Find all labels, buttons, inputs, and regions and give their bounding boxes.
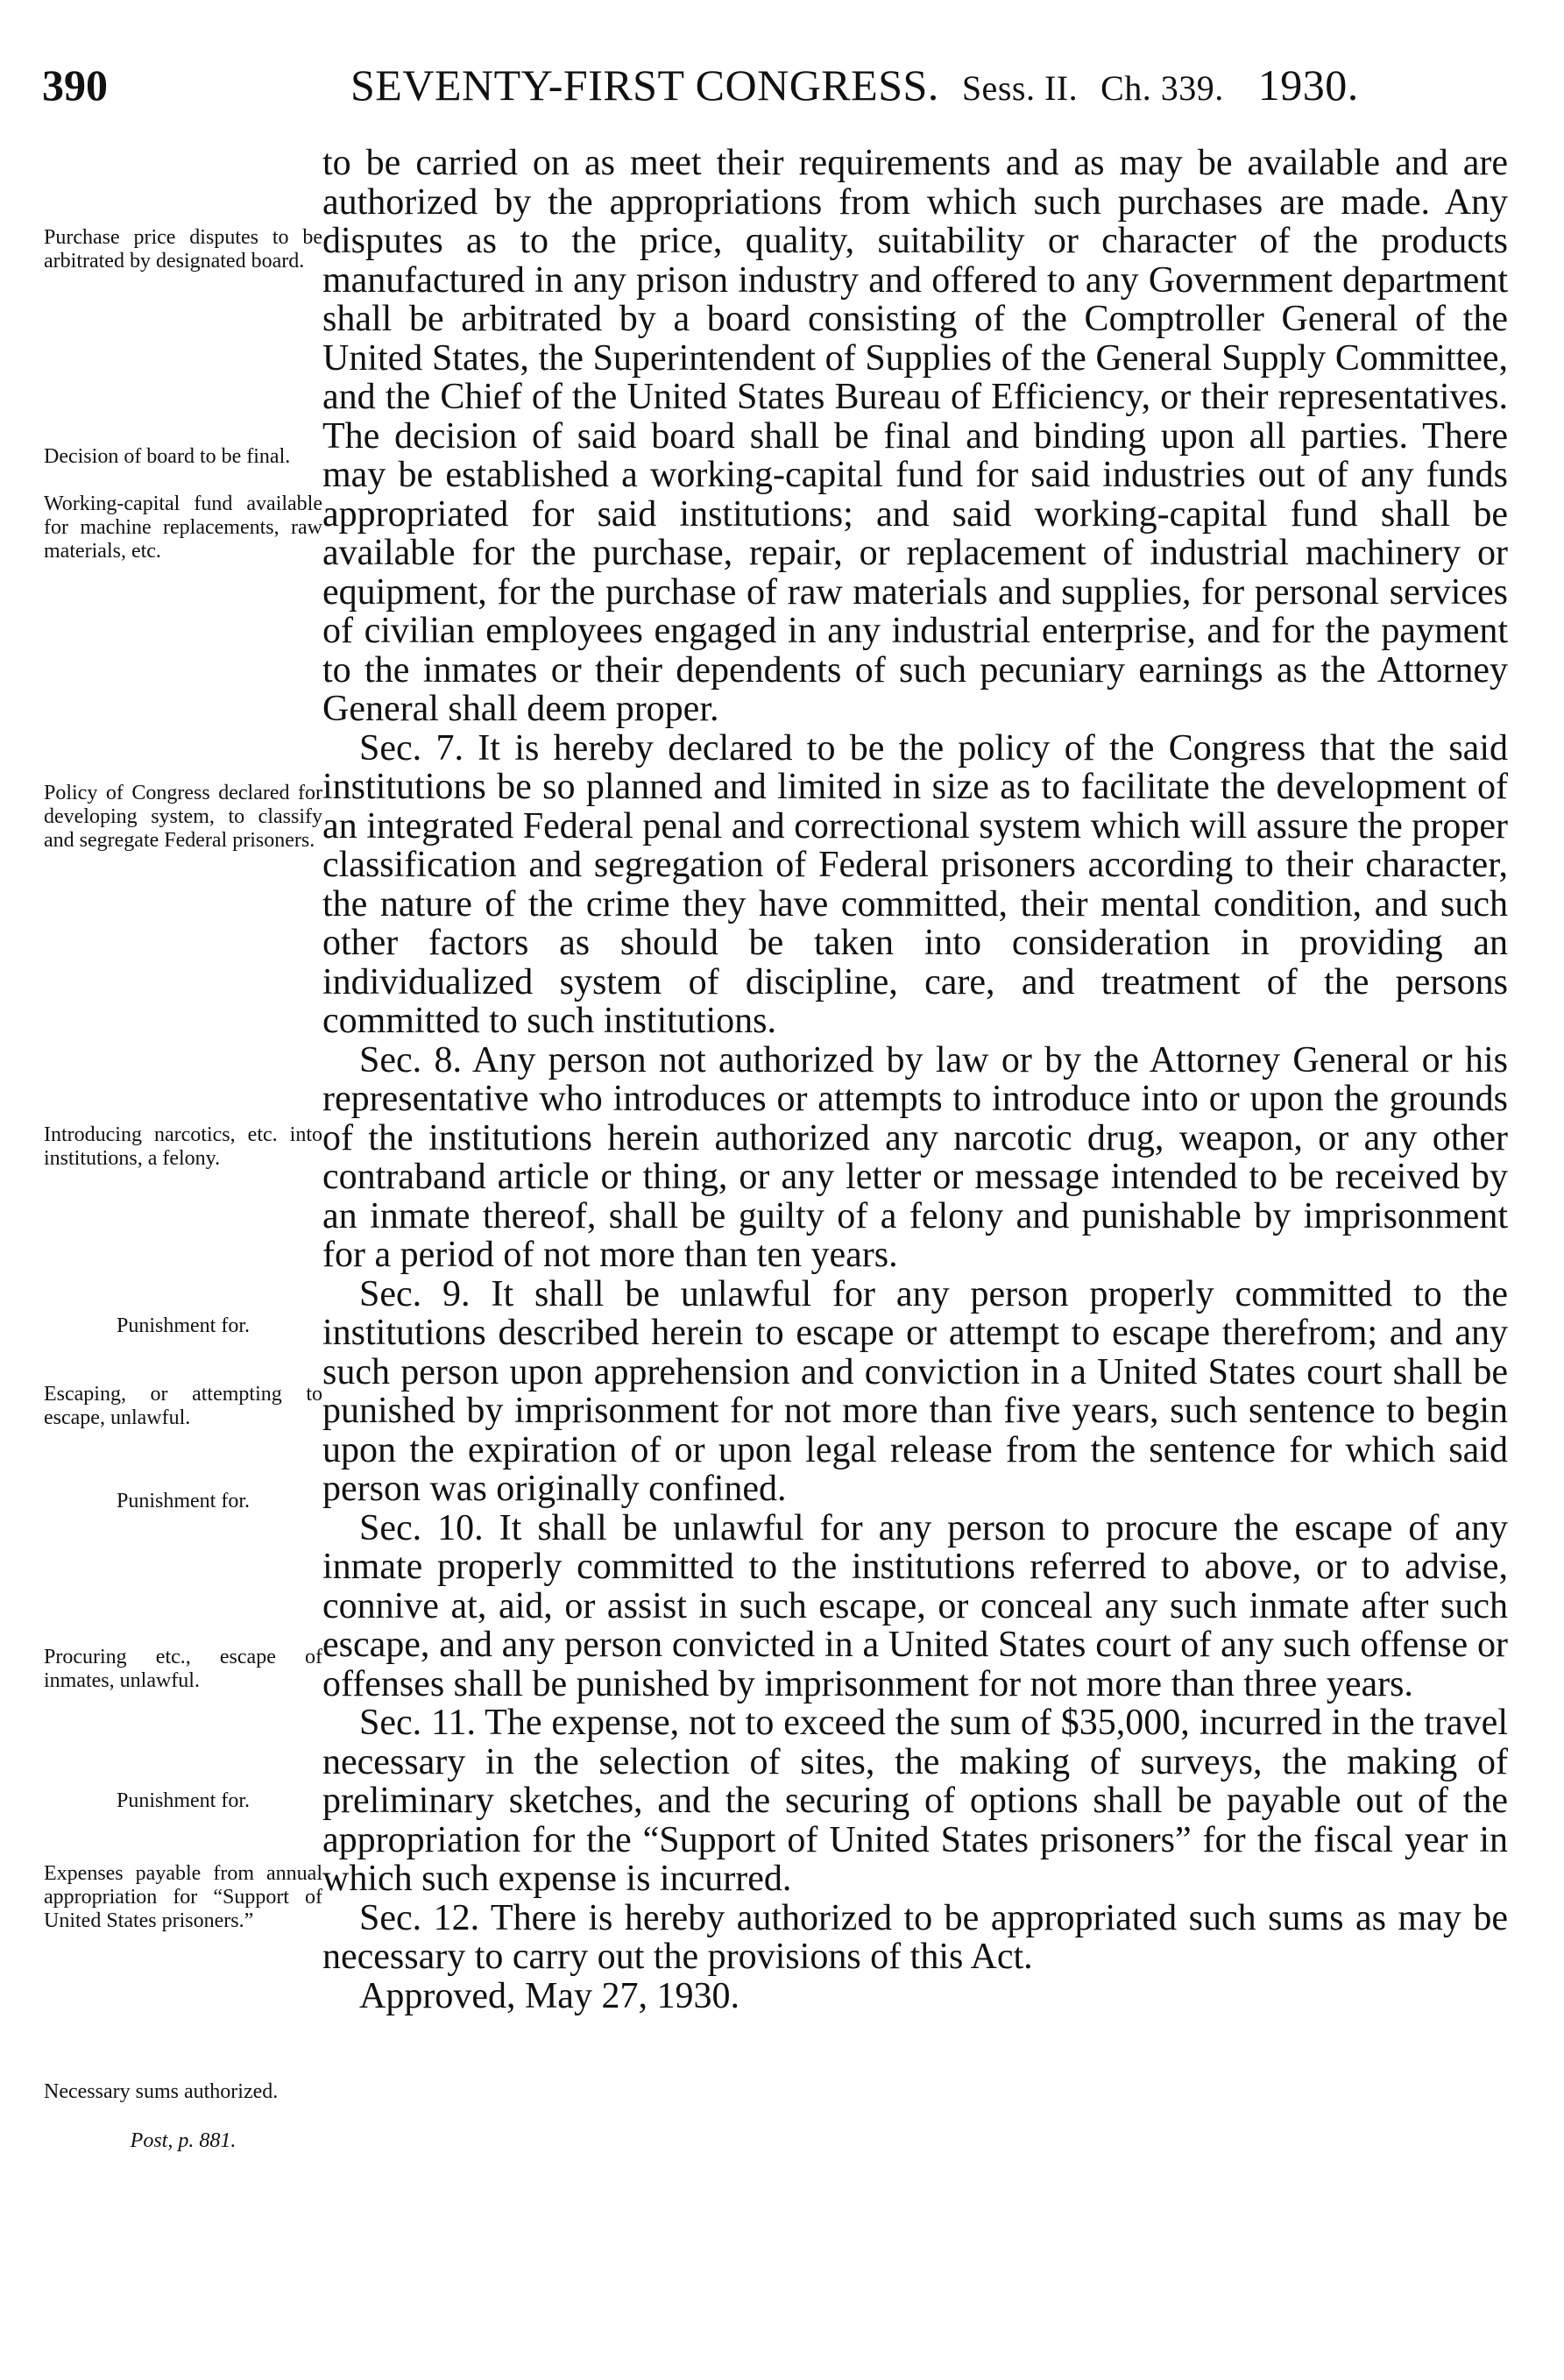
page-header <box>42 54 1488 116</box>
margin-note-procuring: Procuring etc., escape of inmates, unlawful. <box>44 1646 322 1692</box>
paragraph-sec-8: Sec. 8. Any person not authorized by law or by the Attorney General or his representative who introduces or attempts to introduce into or upon the grounds of the institutions herein authorized any narcotic drug, weapon, or any other contraband article or thing, or any letter or message intended to be received by an inmate thereof, shall be guilty of a felony and punishable by imprisonment for a period of not more than ten years. <box>322 1039 1508 1275</box>
paragraph-sec-9: Sec. 9. It shall be unlawful for any person properly committed to the institutions described herein to escape or attempt to escape therefrom; and any such person upon apprehension and conviction in a United States court shall be punished by imprisonment for not more than five years, such sentence to begin upon the expiration of or upon legal release from the sentence for which said person was originally confined. <box>322 1273 1508 1509</box>
margin-note-expenses: Expenses payable from annual appropriation for “Support of United States prisoners.” <box>44 1862 322 1932</box>
paragraph-continuation: to be carried on as meet their requirements and as may be available and are authorized by the appropriations from which such purchases are made. Any disputes as to the price, quality, suitability or character of the products manufactured in any prison industry and offered to any Government department shall be arbitrated by a board consisting of the Comptroller General of the United States, the Superintendent of Supplies of the General Supply Committee, and the Chief of the United States Bureau of Efficiency, or their representatives. The decision of said board shall be final and binding upon all parties. There may be established a working-capital fund for said industries out of any funds appropriated for said institutions; and said working-capital fund shall be available for the purchase, repair, or replacement of industrial machinery or equipment, for the purchase of raw materials and supplies, for personal services of civilian employees engaged in any industrial enterprise, and for the payment to the inmates or their dependents of such pecuniary earnings as the Attorney General shall deem proper. <box>322 143 1508 729</box>
margin-note-necessary-sums: Necessary sums authorized. <box>44 2080 279 2103</box>
page-number: 390 <box>42 60 108 110</box>
margin-note-working-capital: Working-capital fund available for machine replacements, raw materials, etc. <box>44 492 322 563</box>
congress-title: SEVENTY-FIRST CONGRESS. <box>350 60 939 110</box>
margin-note-punishment-2: Punishment for. <box>116 1490 250 1512</box>
margin-note-post-ref <box>44 2129 322 2153</box>
year-label: 1930. <box>1257 60 1359 110</box>
running-head <box>350 54 1359 119</box>
post-reference: Post, p. 881. <box>130 2129 237 2152</box>
margin-note-arbitration: Purchase price disputes to be arbitrated by designated board. <box>44 226 322 273</box>
margin-note-policy: Policy of Congress declared for developing system, to classify and segregate Federal prisoners. <box>44 782 322 852</box>
paragraph-sec-10: Sec. 10. It shall be unlawful for any person to procure the escape of any inmate properly committed to the institutions referred to above, or to advise, connive at, aid, or assist in such escape, or conceal any such inmate after such escape, and any person convicted in a United States court of any such offense or offenses shall be punished by imprisonment for not more than three years. <box>322 1507 1508 1704</box>
paragraph-sec-12: Sec. 12. There is hereby authorized to be appropriated such sums as may be necessary to carry out the provisions of this Act. <box>322 1897 1508 1977</box>
margin-note-decision-final: Decision of board to be final. <box>44 445 291 468</box>
approval-line: Approved, May 27, 1930. <box>359 1975 740 2016</box>
margin-note-narcotics: Introducing narcotics, etc. into institutions, a felony. <box>44 1123 322 1170</box>
margin-note-punishment-3: Punishment for. <box>116 1789 250 1812</box>
session-label: Sess. II. <box>961 68 1079 108</box>
chapter-label: Ch. 339. <box>1100 68 1224 108</box>
margin-note-escaping: Escaping, or attempting to escape, unlawful. <box>44 1383 322 1429</box>
body-text <box>322 144 1508 2015</box>
paragraph-sec-7: Sec. 7. It is hereby declared to be the policy of the Congress that the said institutions be so planned and limited in size as to facilitate the development of an integrated Federal penal and correctional system which will assure the proper classification and segregation of Federal prisoners according to their character, the nature of the crime they have committed, their mental condition, and such other factors as should be taken into consideration in providing an individualized system of discipline, care, and treatment of the persons committed to such institutions. <box>322 727 1508 1041</box>
margin-note-punishment-1: Punishment for. <box>116 1314 250 1337</box>
paragraph-sec-11: Sec. 11. The expense, not to exceed the sum of $35,000, incurred in the travel necessary in the selection of sites, the making of surveys, the making of preliminary sketches, and the securing of options shall be payable out of the appropriation for the “Support of United States prisoners” for the fiscal year in which such expense is incurred. <box>322 1703 1508 1899</box>
